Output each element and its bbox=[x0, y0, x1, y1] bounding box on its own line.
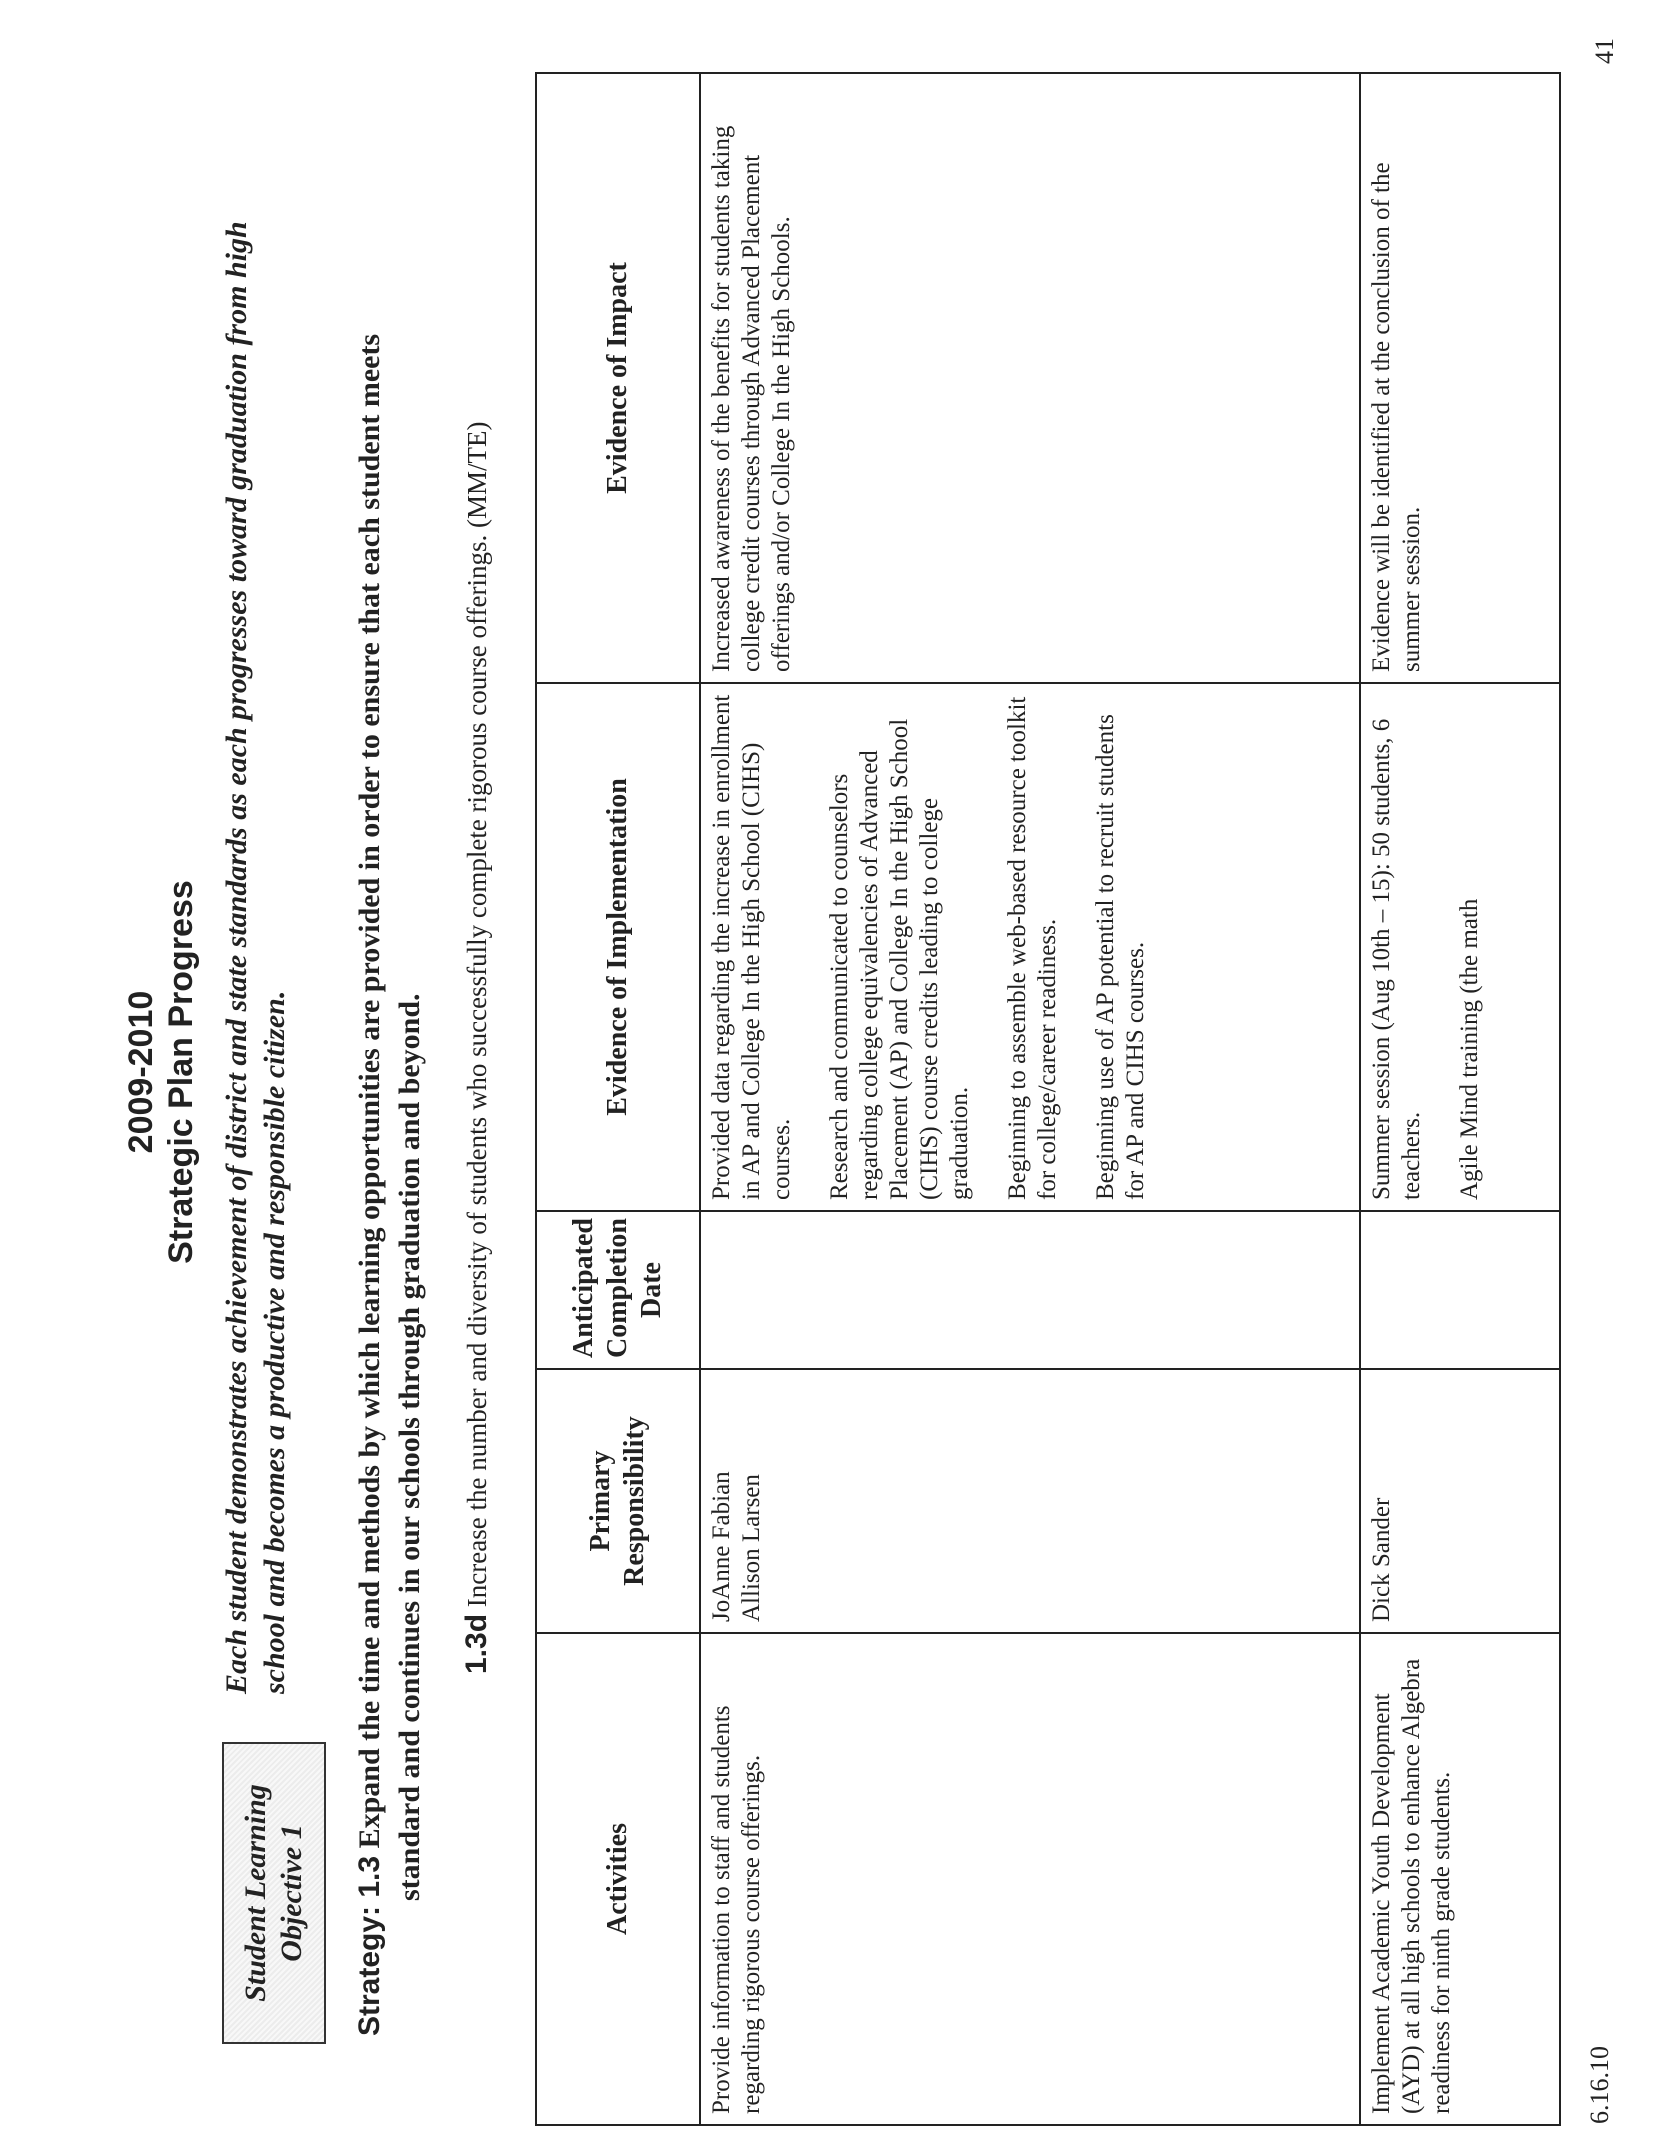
sub-objective-number: 1.3d bbox=[460, 1613, 493, 1674]
activity-cell: Provide information to staff and students regarding rigorous course offerings. bbox=[700, 1633, 1360, 2125]
report-title: Strategic Plan Progress bbox=[162, 880, 200, 1264]
implementation-item: Research and communicated to counselors regarding college equivalencies of Advanced Placement (AP) and College In the High School (CIHS) course credits leading to college graduation. bbox=[826, 718, 973, 1200]
header-responsibility: Primary Responsibility bbox=[536, 1369, 700, 1633]
implementation-cell bbox=[700, 683, 1360, 1211]
header-impact: Evidence of Impact bbox=[536, 73, 700, 683]
table-header-row bbox=[536, 73, 700, 2125]
objective-label-line1: Student Learning bbox=[239, 1784, 272, 2002]
objective-label-line2: Objective 1 bbox=[275, 1824, 308, 1962]
implementation-item: Beginning to assemble web-based resource toolkit for college/career readiness. bbox=[1004, 696, 1061, 1200]
responsibility-cell: Dick Sander bbox=[1360, 1369, 1560, 1633]
date-cell bbox=[700, 1211, 1360, 1369]
footer-date: 6.16.10 bbox=[1585, 2046, 1614, 2124]
activity-cell: Implement Academic Youth Development (AYD) at all high schools to enhance Algebra readiness for ninth grade students. bbox=[1360, 1633, 1560, 2125]
sub-objective-text: Increase the number and diversity of students who successfully complete rigorous course offerings. (MM/TE) bbox=[462, 421, 492, 1608]
implementation-item: Agile Mind training (the math bbox=[1456, 898, 1483, 1200]
sub-objective bbox=[460, 74, 494, 1674]
objective-label-box bbox=[222, 1742, 326, 2044]
page-number: 41 bbox=[1590, 38, 1619, 64]
report-year: 2009-2010 bbox=[122, 990, 160, 1154]
implementation-item: Beginning use of AP potential to recruit students for AP and CIHS courses. bbox=[1092, 714, 1149, 1200]
implementation-item: Summer session (Aug 10th – 15): 50 students, 6 teachers. bbox=[1368, 718, 1425, 1200]
date-cell bbox=[1360, 1211, 1560, 1369]
strategy-statement bbox=[350, 136, 430, 2036]
strategy-text: Expand the time and methods by which learning opportunities are provided in order to ensure that each student meets bbox=[353, 333, 386, 1849]
header-completion-date: Anticipated Completion Date bbox=[536, 1211, 700, 1369]
strategy-number: Strategy: 1.3 bbox=[353, 1855, 386, 2036]
responsibility-cell: JoAnne Fabian Allison Larsen bbox=[700, 1369, 1360, 1633]
goal-statement: Each student demonstrates achievement of district and state standards as each progresses toward graduation from high school and becomes a productive and responsible citizen. bbox=[220, 221, 291, 1694]
implementation-cell bbox=[1360, 683, 1560, 1211]
progress-table bbox=[535, 72, 1561, 2126]
implementation-item: Provided data regarding the increase in enrollment in AP and College In the High School (CIHS) courses. bbox=[708, 694, 795, 1200]
strategy-text-continued: standard and continues in our schools through graduation and beyond. bbox=[393, 993, 426, 1901]
impact-cell: Increased awareness of the benefits for students taking college credit courses through Advanced Placement offerings and/or College In the High Schools. bbox=[700, 73, 1360, 683]
table-row bbox=[700, 73, 1360, 2125]
impact-cell: Evidence will be identified at the conclusion of the summer session. bbox=[1360, 73, 1560, 683]
table-row bbox=[1360, 73, 1560, 2125]
header-activities: Activities bbox=[536, 1633, 700, 2125]
header-implementation: Evidence of Implementation bbox=[536, 683, 700, 1211]
